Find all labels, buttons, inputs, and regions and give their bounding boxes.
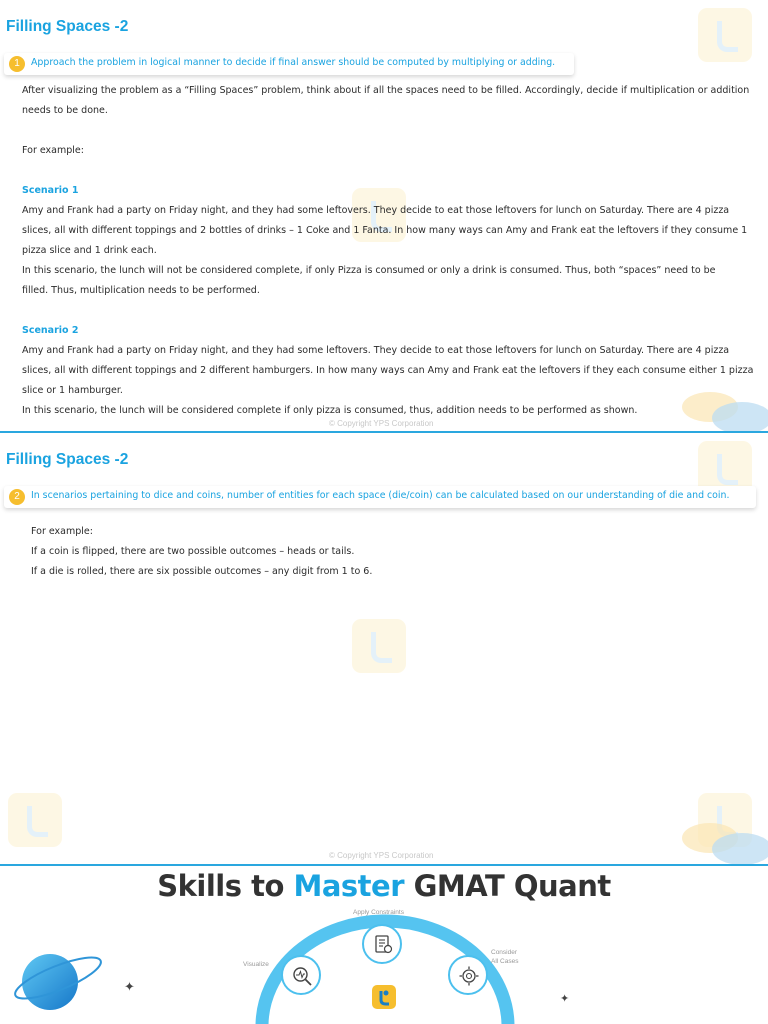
label-visualize: Visualize bbox=[243, 961, 269, 968]
for-example-label: For example: bbox=[22, 145, 84, 156]
magnifier-chart-icon bbox=[281, 955, 321, 995]
slide-body bbox=[22, 81, 764, 421]
sparkle-icon: ✦ bbox=[124, 980, 135, 995]
slide-body bbox=[31, 522, 751, 582]
slide-title: Filling Spaces -2 bbox=[6, 18, 129, 35]
point-number-badge: 2 bbox=[9, 489, 25, 505]
watermark-logo-icon bbox=[698, 8, 752, 62]
watermark-logo-icon bbox=[352, 619, 406, 673]
scenario-2-heading: Scenario 2 bbox=[22, 325, 79, 336]
slide-filling-spaces-2 bbox=[0, 433, 768, 865]
title-part: Skills to bbox=[157, 869, 294, 903]
brain-gear-icon bbox=[448, 955, 488, 995]
scenario-1-line: In this scenario, the lunch will not be considered complete, if only Pizza is consumed or only a drink is consumed. Thus, both “spaces” need to be bbox=[22, 265, 716, 276]
title-accent: Master bbox=[293, 869, 405, 903]
title-part: GMAT Quant bbox=[404, 869, 611, 903]
scenario-1-line: slices, all with different toppings and 2 bottles of drinks – 1 Coke and 1 Fanta. In how many ways can Amy and Frank eat the leftovers if they consume 1 bbox=[22, 225, 748, 236]
scenario-1-heading: Scenario 1 bbox=[22, 185, 79, 196]
scenario-2-line: slices, all with different toppings and 2 different hamburgers. In how many ways can Amy and Frank eat the leftovers if they each consume either 1 pizza bbox=[22, 365, 754, 376]
yps-logo-icon bbox=[372, 985, 396, 1009]
decor-blob-blue bbox=[712, 833, 768, 865]
scenario-2-line: In this scenario, the lunch will be considered complete if only pizza is consumed, thus, addition needs to be performed as shown. bbox=[22, 405, 638, 416]
intro-line: After visualizing the problem as a “Filling Spaces” problem, think about if all the spaces need to be filled. Accordingly, decide if multiplication or addition bbox=[22, 85, 750, 96]
slide-filling-spaces-1 bbox=[0, 0, 768, 431]
scenario-2-line: slice or 1 hamburger. bbox=[22, 385, 123, 396]
scenario-2-line: Amy and Frank had a party on Friday night, and they had some leftovers. They decide to eat those leftovers for lunch on Saturday. There are 4 pizza bbox=[22, 345, 730, 356]
point-number-badge: 1 bbox=[9, 56, 25, 72]
slide-title: Filling Spaces -2 bbox=[6, 451, 129, 468]
sparkle-icon: ✦ bbox=[560, 992, 570, 1005]
key-point-callout bbox=[4, 53, 574, 75]
key-point-text: Approach the problem in logical manner to decide if final answer should be computed by multiplying or adding. bbox=[31, 57, 556, 68]
label-consider-line2: All Cases bbox=[491, 958, 519, 965]
label-apply-constraints: Apply Constraints bbox=[353, 909, 404, 916]
watermark-logo-icon bbox=[8, 793, 62, 847]
label-consider-line1: Consider bbox=[491, 949, 518, 956]
key-point-text: In scenarios pertaining to dice and coins, number of entities for each space (die/coin) can be calculated based on our understanding of die and coin. bbox=[31, 490, 730, 501]
scenario-1-line: pizza slice and 1 drink each. bbox=[22, 245, 157, 256]
slide-skills-to-master bbox=[0, 866, 768, 1024]
example-line: If a coin is flipped, there are two possible outcomes – heads or tails. bbox=[31, 546, 355, 557]
key-point-callout bbox=[4, 486, 756, 508]
scenario-1-line: filled. Thus, multiplication needs to be performed. bbox=[22, 285, 260, 296]
scenario-1-line: Amy and Frank had a party on Friday night, and they had some leftovers. They decide to eat those leftovers for lunch on Saturday. There are 4 pizza bbox=[22, 205, 730, 216]
example-line: For example: bbox=[31, 526, 93, 537]
intro-line: needs to be done. bbox=[22, 105, 108, 116]
planet-icon bbox=[12, 944, 108, 1020]
example-line: If a die is rolled, there are six possible outcomes – any digit from 1 to 6. bbox=[31, 566, 373, 577]
document-pen-icon bbox=[362, 924, 402, 964]
copyright-text: © Copyright YPS Corporation bbox=[329, 419, 434, 428]
copyright-text: © Copyright YPS Corporation bbox=[329, 851, 434, 860]
